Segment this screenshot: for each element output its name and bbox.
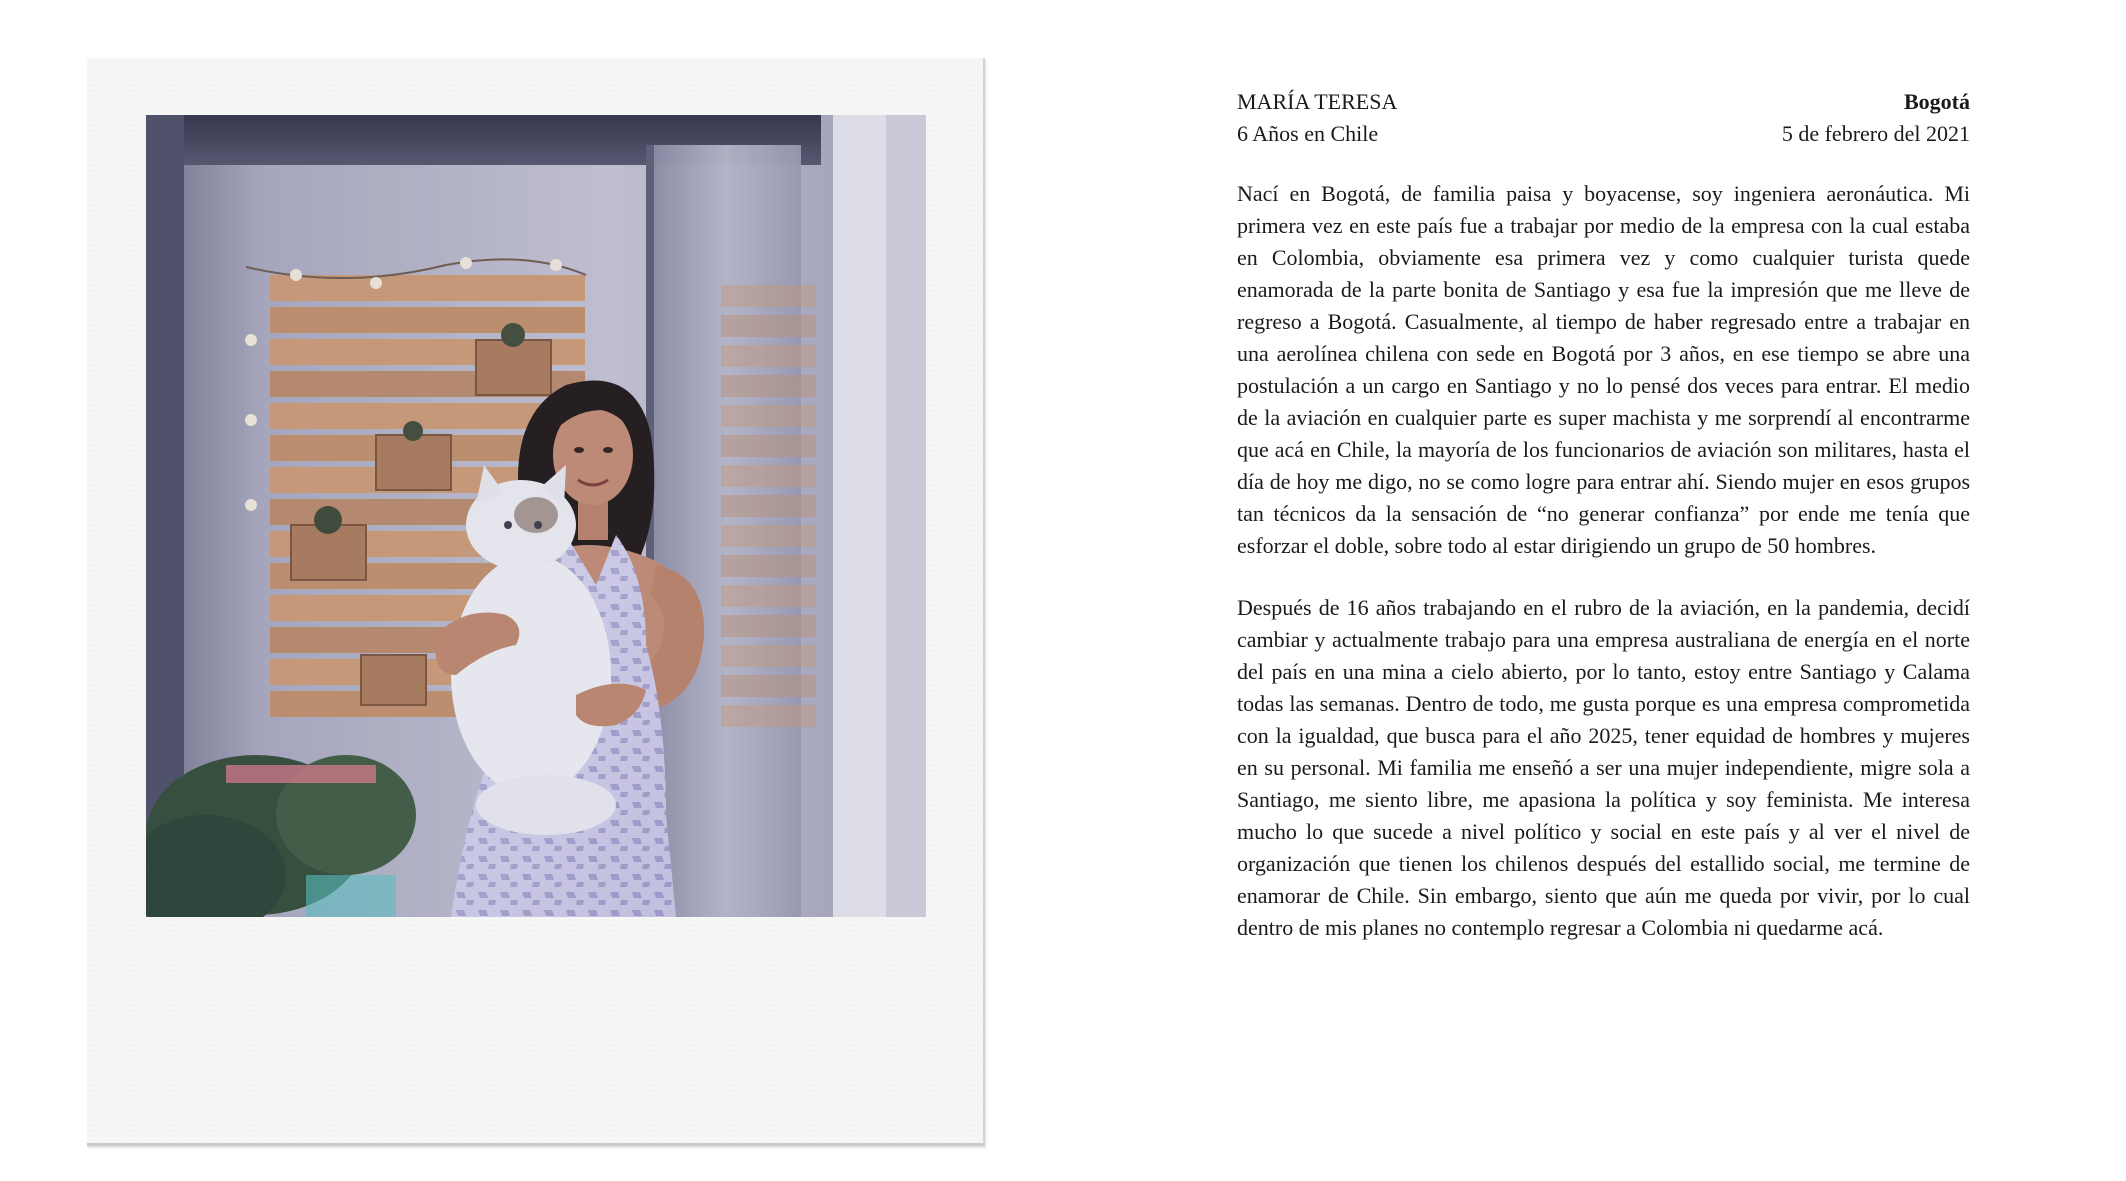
story-page: [1237, 86, 1970, 974]
origin-city: Bogotá: [1904, 89, 1970, 114]
polaroid-frame: [87, 58, 985, 1146]
story-body: [1237, 178, 1970, 944]
years-in-chile: 6 Años en Chile: [1237, 121, 1379, 146]
header-right: [1782, 86, 1970, 150]
portrait-photo: [146, 115, 926, 917]
story-paragraph: Nací en Bogotá, de familia paisa y boyacense, soy ingeniera aeronáutica. Mi primera vez en este país fue a trabajar por medio de la empresa con la cual estaba en Colombia, obviamente esa primera vez y como cualquier turista quede enamorada de la parte bonita de Santiago y esa fue la impresión que me lleve de regreso a Bogotá. Casualmente, al tiempo de haber regresado entre a trabajar en una aerolínea chilena con sede en Bogotá por 3 años, en ese tiempo se abre una postulación a un cargo en Santiago y no lo pensé dos veces para entrar. El medio de la aviación en cualquier parte es super machista y me sorprendí al encontrarme que acá en Chile, la mayoría de los funcionarios de aviación son militares, hasta el día de hoy me digo, no se como logre para entrar ahí. Siendo mujer en esos grupos tan técnicos da la sensación de “no generar confianza” por ende me tenía que esforzar el doble, sobre todo al estar dirigiendo un grupo de 50 hombres.: [1237, 181, 1970, 558]
story-paragraph: Después de 16 años trabajando en el rubro de la aviación, en la pandemia, decidí cambiar y actualmente trabajo para una empresa australiana de energía en el norte del país en una mina a cielo abierto, por lo tanto, estoy entre Santiago y Calama todas las semanas. Dentro de todo, me gusta porque es una empresa comprometida con la igualdad, que busca para el año 2025, tener equidad de hombres y mujeres en su personal. Mi familia me enseñó a ser una mujer independiente, migre sola a Santiago, me siento libre, me apasiona la política y soy feminista. Me interesa mucho lo que sucede a nivel político y social en este país y al ver el nivel de organización que tienen los chilenos después del estallido social, me termine de enamorar de Chile. Sin embargo, siento que aún me queda por vivir, por lo cual dentro de mis planes no contemplo regresar a Colombia ni quedarme acá.: [1237, 595, 1970, 940]
story-header: [1237, 86, 1970, 152]
person-name: MARÍA TERESA: [1237, 89, 1398, 114]
story-date: 5 de febrero del 2021: [1781, 121, 1970, 146]
photo-illustration: [146, 115, 926, 917]
header-left: [1237, 86, 1397, 150]
